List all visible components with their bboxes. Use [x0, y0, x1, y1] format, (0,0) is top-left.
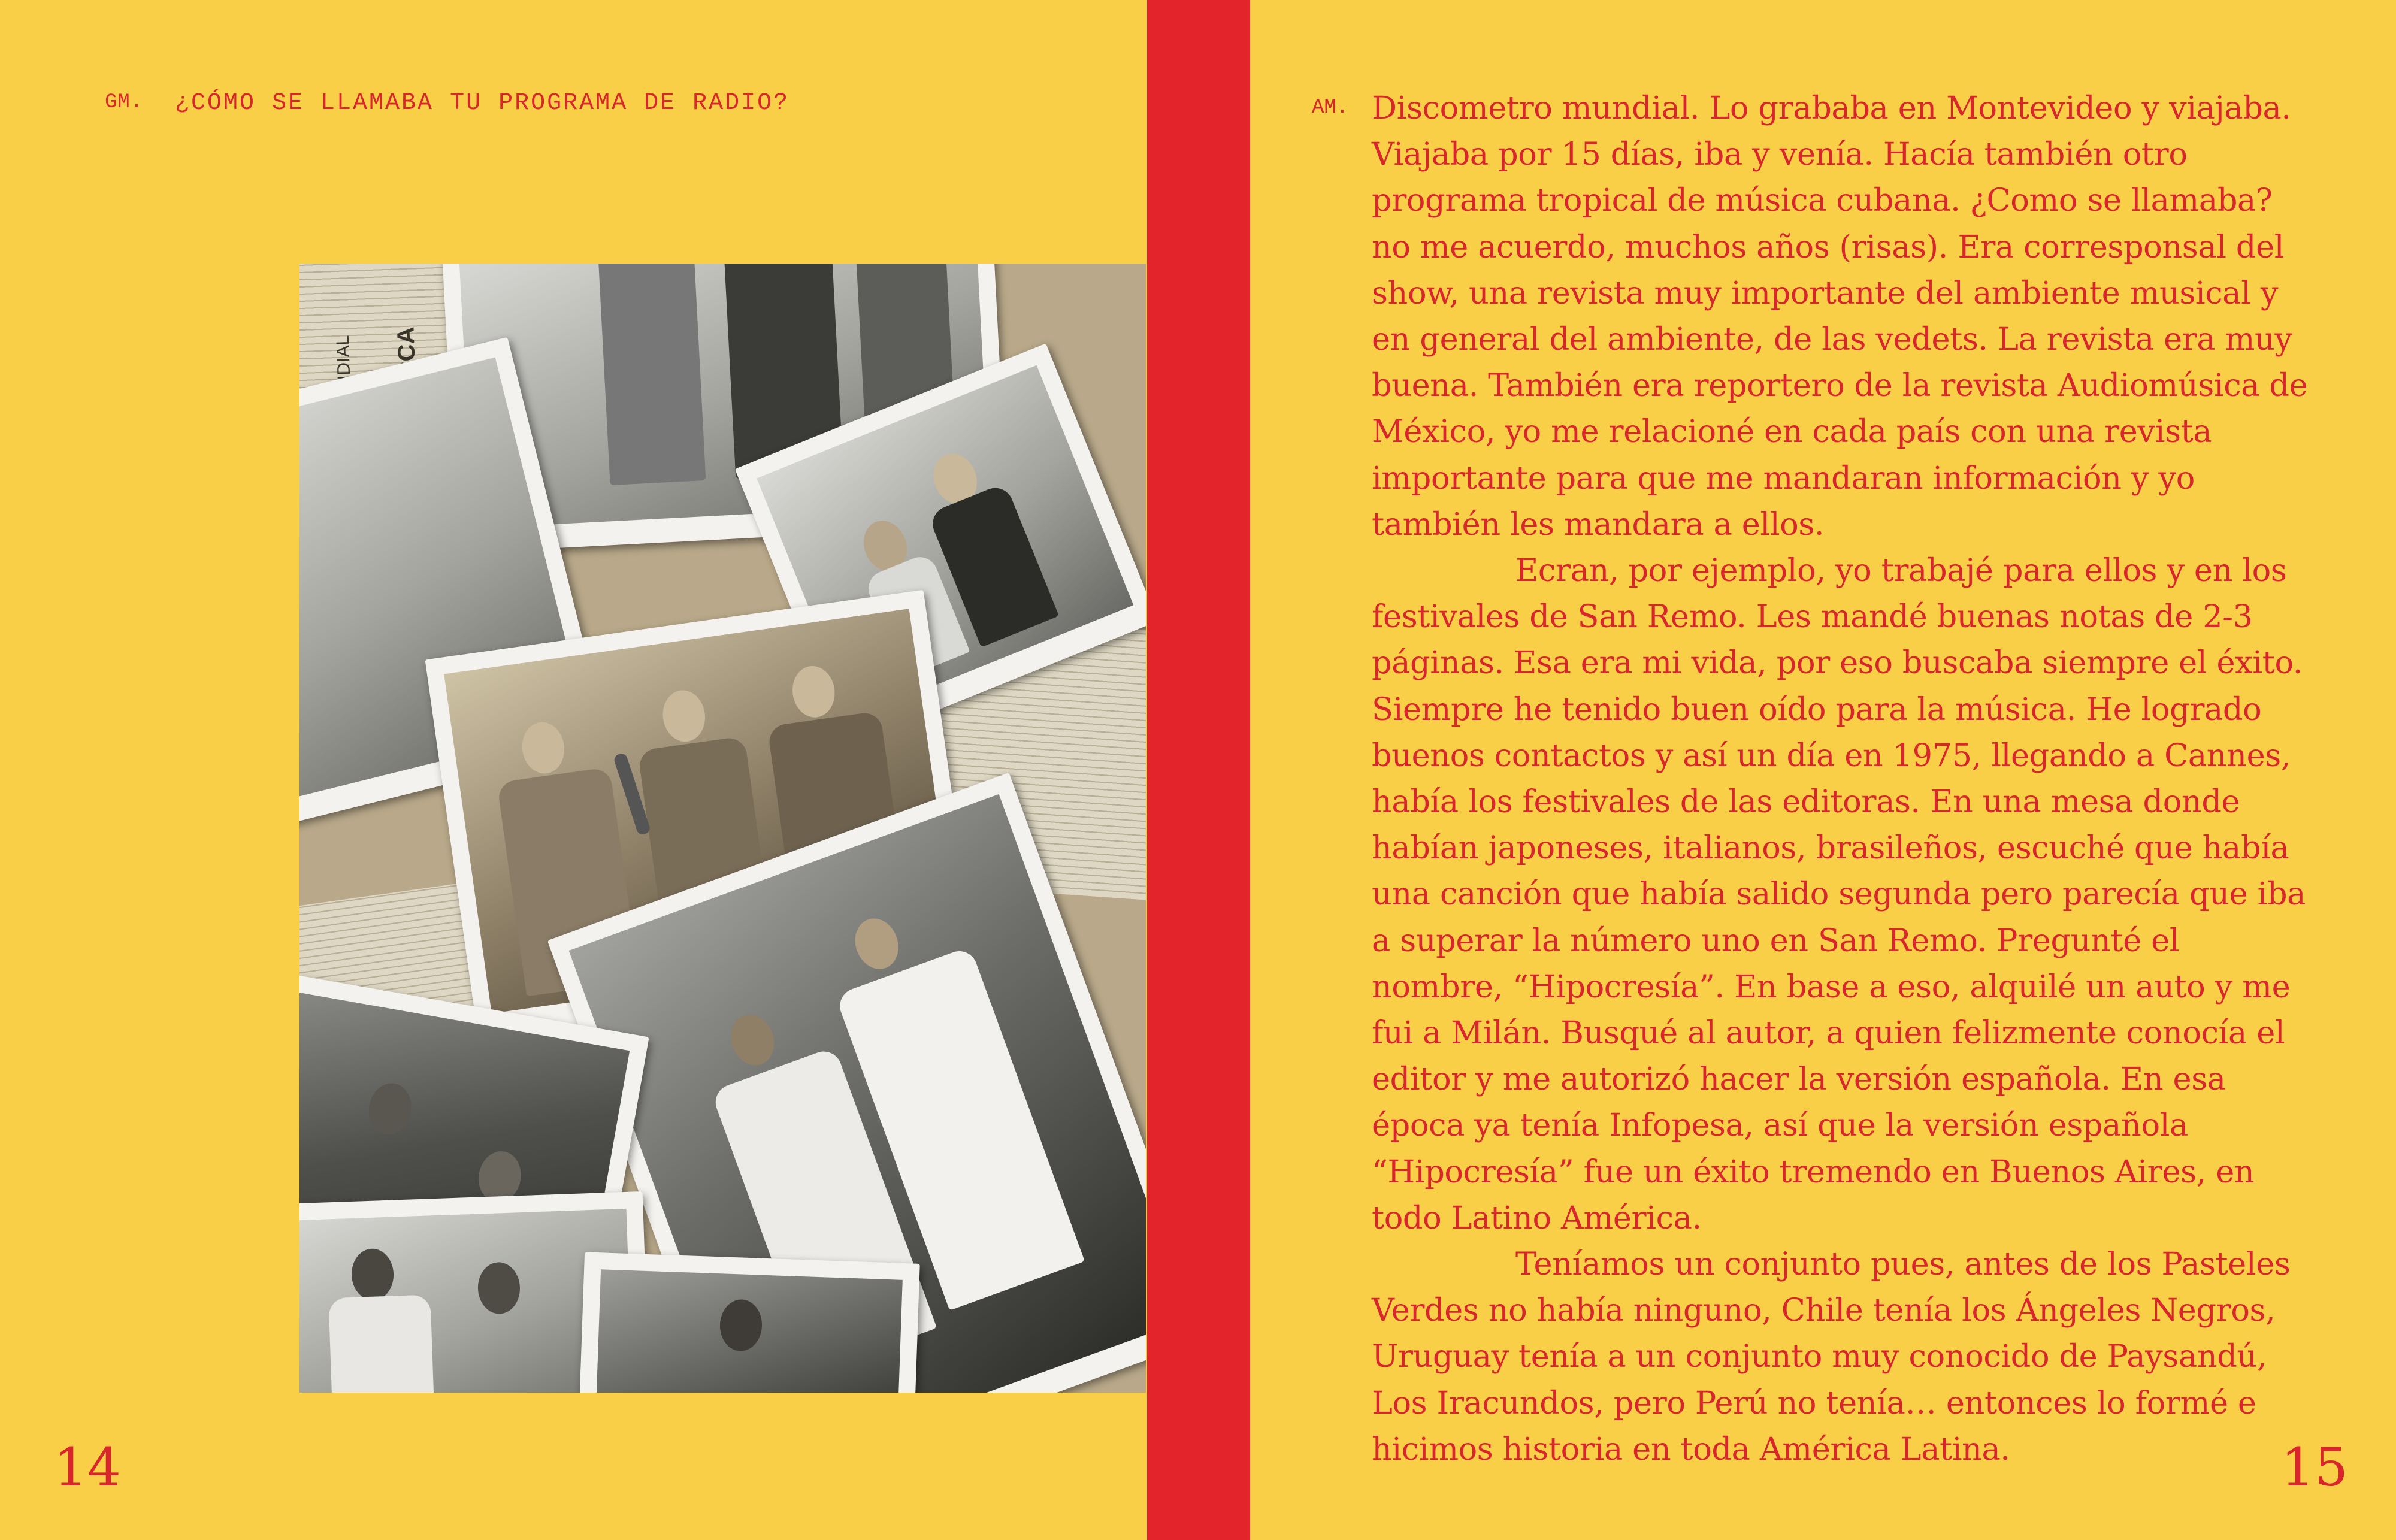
answer-paragraph-2: Ecran, por ejemplo, yo trabajé para ellos y en los festivales de San Remo. Les mandé buenas notas de 2-3 páginas. Esa era mi vida, por eso buscaba siempre el éxito. Siempre he tenido buen oído para la música. He logrado buenos contactos y así un día en 1975, llegando a Cannes, había los festivales de las editoras. En una mesa donde habían japoneses, italianos, brasileños, escuché que había una canción que había salido segunda pero parecía que iba a superar la número uno en San Remo. Pregunté el nombre, “Hipocresía”. En base a eso, alquilé un auto y me fui a Milán. Busqué al autor, a quien felizmente conocía el editor y me autorizó hacer la versión española. En esa época ya tenía Infopesa, así que la versión española “Hipocresía” fue un éxito tremendo en Buenos Aires, en todo Latino América. — [1372, 552, 2306, 1236]
interview-answer — [1372, 85, 2318, 1472]
photo-bottom-right — [577, 1252, 920, 1393]
answer-paragraph-1: Discometro mundial. Lo grababa en Montevideo y viajaba. Viajaba por 15 días, iba y venía. Hacía también otro programa tropical de música cubana. ¿Como se llamaba? no me acuerdo, muchos años (risas). Era corresponsal del show, una revista muy importante del ambiente musical y en general del ambiente, de las vedets. La revista era muy buena. También era reportero de la revista Audiomúsica de México, yo me relacioné en cada país con una revista importante para que me mandaran información y yo también les mandara a ellos. — [1372, 90, 2308, 543]
answer-paragraph-3: Teníamos un conjunto pues, antes de los Pasteles Verdes no había ninguno, Chile tenía los Ángeles Negros, Uruguay tenía a un conjunto muy conocido de Paysandú, Los Iracundos, pero Perú no tenía… entonces lo formé e hicimos historia en toda América Latina. — [1372, 1246, 2291, 1468]
left-page — [0, 0, 1147, 1540]
center-spine — [1147, 0, 1250, 1540]
page-number-right: 15 — [2281, 1436, 2348, 1498]
interview-question: ¿CÓMO SE LLAMABA TU PROGRAMA DE RADIO? — [175, 90, 790, 117]
speaker-label-right: AM. — [1312, 96, 1349, 119]
speaker-label-left: GM. — [105, 91, 144, 114]
photo-collage — [300, 264, 1146, 1393]
page-number-left: 14 — [54, 1436, 121, 1498]
